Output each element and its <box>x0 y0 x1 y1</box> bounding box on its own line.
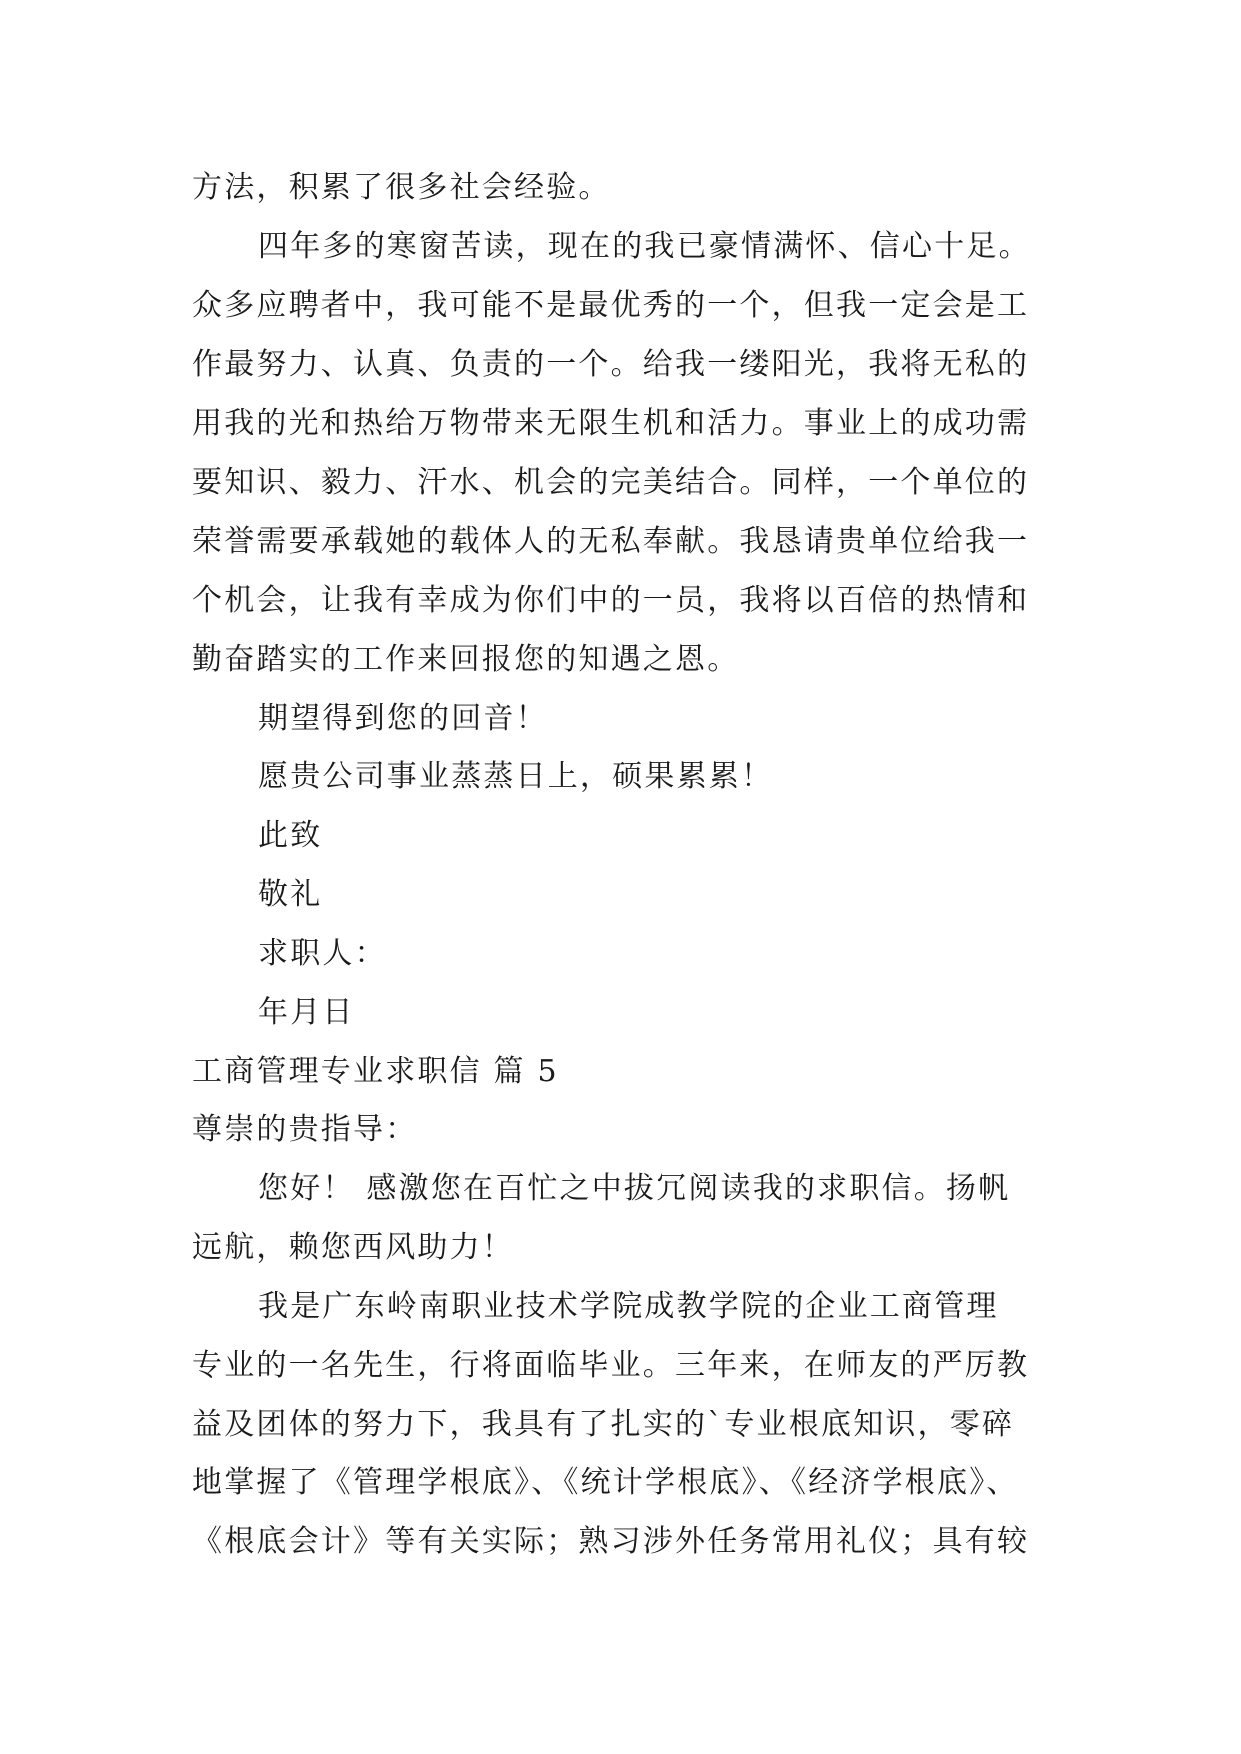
paragraph-line: 方法，积累了很多社会经验。 <box>192 170 611 205</box>
paragraph-line: 您好！ 感激您在百忙之中拔冗阅读我的求职信。扬帆 <box>258 1171 1011 1206</box>
paragraph-line: 要知识、毅力、汗水、机会的完美结合。同样，一个单位的 <box>192 465 1030 500</box>
section-heading: 工商管理专业求职信 篇 5 <box>192 1054 559 1089</box>
paragraph-line: 个机会，让我有幸成为你们中的一员，我将以百倍的热情和 <box>192 583 1030 618</box>
paragraph-line: 作最努力、认真、负责的一个。给我一缕阳光，我将无私的 <box>192 347 1030 382</box>
paragraph-line: 荣誉需要承载她的载体人的无私奉献。我恳请贵单位给我一 <box>192 524 1030 559</box>
paragraph-line: 专业的一名先生，行将面临毕业。三年来，在师友的严厉教 <box>192 1348 1030 1383</box>
signature-line: 求职人： <box>258 936 387 971</box>
paragraph-line: 我是广东岭南职业技术学院成教学院的企业工商管理 <box>258 1289 999 1324</box>
greeting-line: 尊崇的贵指导： <box>192 1112 418 1147</box>
date-line: 年月日 <box>258 995 355 1030</box>
paragraph-line: 四年多的寒窗苦读，现在的我已豪情满怀、信心十足。 <box>258 229 1031 264</box>
salutation-line: 此致 <box>258 818 323 853</box>
paragraph-line: 《根底会计》等有关实际；熟习涉外任务常用礼仪；具有较 <box>192 1524 1030 1559</box>
paragraph-line: 用我的光和热给万物带来无限生机和活力。事业上的成功需 <box>192 406 1030 441</box>
closing-line: 期望得到您的回音！ <box>258 701 548 736</box>
paragraph-line: 地掌握了《管理学根底》、《统计学根底》、《经济学根底》、 <box>192 1465 1019 1500</box>
salutation-line: 敬礼 <box>258 877 323 912</box>
closing-line: 愿贵公司事业蒸蒸日上，硕果累累！ <box>258 759 774 794</box>
paragraph-line: 益及团体的努力下，我具有了扎实的`专业根底知识，零碎 <box>192 1407 1015 1442</box>
paragraph-line: 勤奋踏实的工作来回报您的知遇之恩。 <box>192 642 740 677</box>
paragraph-line: 远航，赖您西风助力！ <box>192 1230 514 1265</box>
paragraph-line: 众多应聘者中，我可能不是最优秀的一个，但我一定会是工 <box>192 288 1030 323</box>
